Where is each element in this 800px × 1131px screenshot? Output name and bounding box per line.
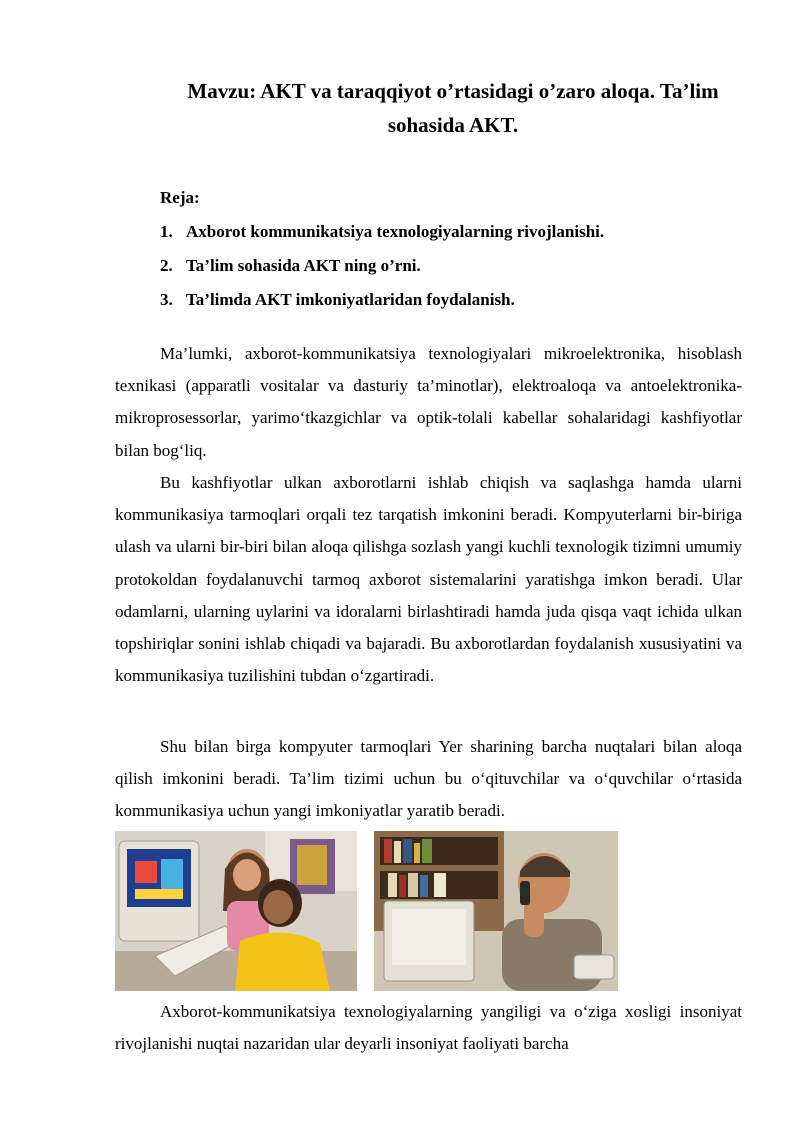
plan-item bbox=[160, 215, 604, 249]
photo-man-on-phone bbox=[374, 831, 618, 991]
plan-section bbox=[160, 181, 604, 317]
paragraph: Ma’lumki, axborot-kommunikatsiya texnologiyalari mikroelektronika, hisoblash texnikasi (apparatli vositalar va dasturiy ta’minotlar), elektroaloqa va antoelektronika-mikroprosessorlar, yarimo‘tkazgichlar va optik-tolali kabellar sohalaridagi kashfiyotlar bilan bog‘liq. bbox=[115, 344, 742, 460]
plan-item-number: 1. bbox=[160, 222, 173, 241]
plan-item bbox=[160, 249, 604, 283]
document-title: Mavzu: AKT va taraqqiyot o’rtasidagi o’zaro aloqa. Ta’lim sohasida AKT. bbox=[187, 79, 719, 137]
plan-heading: Reja: bbox=[160, 188, 200, 207]
plan-item-number: 2. bbox=[160, 256, 173, 275]
paragraph: Shu bilan birga kompyuter tarmoqlari Yer sharining barcha nuqtalari bilan aloqa qilish imkonini beradi. Ta’lim tizimi uchun bu o‘qituvchilar va o‘quvchilar o‘rtasida kommunikasiya uchun yangi imkoniyatlar yaratib beradi. bbox=[115, 737, 742, 821]
photo-children-at-computer bbox=[115, 831, 357, 991]
plan-item-text: Ta’limda AKT imkoniyatlaridan foydalanish. bbox=[186, 290, 515, 309]
plan-item bbox=[160, 283, 604, 317]
plan-item-number: 3. bbox=[160, 290, 173, 309]
plan-item-text: Ta’lim sohasida AKT ning o’rni. bbox=[186, 256, 421, 275]
paragraph: Axborot-kommunikatsiya texnologiyalarning yangiligi va o‘ziga xosligi insoniyat rivojlanishi nuqtai nazaridan ular deyarli insoniyat faoliyati barcha bbox=[115, 1002, 742, 1054]
plan-item-text: Axborot kommunikatsiya texnologiyalarning rivojlanishi. bbox=[186, 222, 605, 241]
paragraph: Bu kashfiyotlar ulkan axborotlarni ishlab chiqish va saqlashga hamda ularni kommunikasiya tarmoqlari orqali tez tarqatish imkonini beradi. Kompyuterlarni bir-biriga ulash va ularni bir-biri bilan aloqa qilishga sozlash yangi kuchli texnologik tizimni umumiy protokoldan foydalanuvchi tarmoq axborot sistemalarini yaratishga imkon beradi. Ular odamlarni, ularning uylarini va idoralarni birlashtiradi hamda juda qisqa vaqt ichida ulkan topshiriqlar sonini ishlab chiqadi va bajaradi. Bu axborotlardan foydalanish xususiyatini va kommunikasiya tuzilishini tubdan o‘zgartiradi. bbox=[115, 473, 742, 686]
